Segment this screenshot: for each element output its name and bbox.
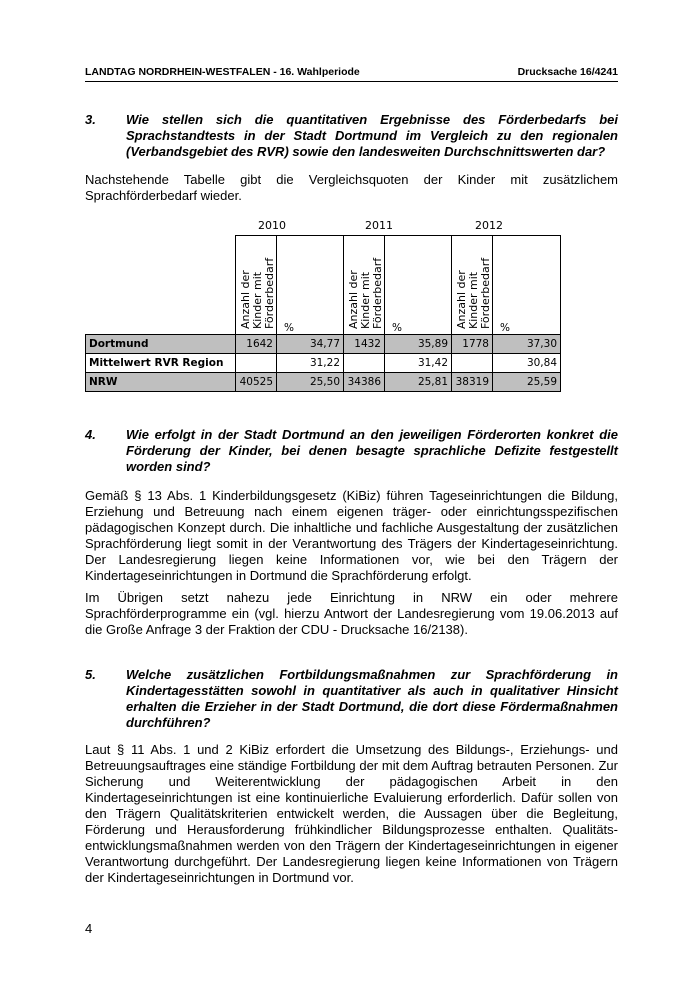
cell-percent-2010: 31,22 xyxy=(277,354,344,373)
comparison-table xyxy=(85,235,561,392)
cell-percent-2012: 30,84 xyxy=(493,354,561,373)
header-parliament: LANDTAG NORDRHEIN-WESTFALEN - 16. Wahlperiode xyxy=(85,66,360,78)
cell-percent-2012: 37,30 xyxy=(493,335,561,354)
header-percent-2012: % xyxy=(493,236,561,335)
header-count-2010-label: Anzahl der Kinder mit Förderbedarf xyxy=(239,257,276,329)
question-4-number: 4. xyxy=(85,427,96,442)
table-row-dortmund xyxy=(86,335,561,354)
header-percent-2010: % xyxy=(277,236,344,335)
cell-count-2010: 1642 xyxy=(236,335,277,354)
cell-percent-2011: 31,42 xyxy=(385,354,452,373)
question-4 xyxy=(85,427,618,475)
cell-count-2011 xyxy=(344,354,385,373)
table-row-nrw xyxy=(86,373,561,392)
table-header-row xyxy=(86,236,561,335)
cell-percent-2011: 35,89 xyxy=(385,335,452,354)
cell-count-2012: 38319 xyxy=(452,373,493,392)
answer-5-text: Laut § 11 Abs. 1 und 2 KiBiz erfordert die Umsetzung des Bildungs-, Erziehungs- und Betreuungsauftrages eine ständige Fortbildung der mit dem Auftrag betrauten Personen. Zur Sicherung und Weiterentwicklung der pädagogischen Arbeit in den Kindertageseinrichtungen ist eine kontinuierliche Evaluierung erforderlich. Dafür sollen von den Trägern Qualitätskriterien entwickelt werden, die Aussagen über die Begleitung, Förderung und Herausforderung frühkindlicher Bildungsprozesse enthalten. Qualitäts-entwicklungsmaßnahmen werden von den Trägern der Kindertageseinrichtungen in eigener Verantwortung durchgeführt. Der Landesregierung liegen keine Informationen von Trägern der Kindertageseinrichtungen in Dortmund vor. xyxy=(85,742,618,885)
page-header xyxy=(85,66,618,82)
row-label: Dortmund xyxy=(86,335,236,354)
header-document-number: Drucksache 16/4241 xyxy=(517,66,618,78)
question-5-text: Welche zusätzlichen Fortbildungsmaßnahmen zur Sprachförderung in Kindertagesstätten sowohl in quantitativer als auch in qualitativer Hinsicht erhalten die Erzieher in der Stadt Dortmund, die dort diese Fördermaßnahmen durchführen? xyxy=(126,667,618,730)
cell-percent-2011: 25,81 xyxy=(385,373,452,392)
question-5-number: 5. xyxy=(85,667,96,682)
year-label-2012: 2012 xyxy=(475,219,503,232)
header-empty-cell xyxy=(86,236,236,335)
cell-count-2012: 1778 xyxy=(452,335,493,354)
page-number: 4 xyxy=(85,921,93,936)
question-4-text: Wie erfolgt in der Stadt Dortmund an den jeweiligen Förderorten konkret die Förderung der Kinder, bei denen besagte sprachliche Defizite festgestellt worden sind? xyxy=(126,427,618,474)
row-label: NRW xyxy=(86,373,236,392)
header-count-2012 xyxy=(452,236,493,335)
header-count-2011 xyxy=(344,236,385,335)
question-3 xyxy=(85,112,618,160)
header-count-2011-label: Anzahl der Kinder mit Förderbedarf xyxy=(347,257,384,329)
cell-count-2011: 34386 xyxy=(344,373,385,392)
cell-count-2011: 1432 xyxy=(344,335,385,354)
row-label: Mittelwert RVR Region xyxy=(86,354,236,373)
answer-4-paragraph-2: Im Übrigen setzt nahezu jede Einrichtung in NRW ein oder mehrere Sprachförderprogramme ein (vgl. hierzu Antwort der Landesregierung vom 19.06.2013 auf die Große Anfrage 3 der Fraktion der CDU - Drucksache 16/2138). xyxy=(85,590,618,637)
header-count-2012-label: Anzahl der Kinder mit Förderbedarf xyxy=(455,257,492,329)
table-row-rvr xyxy=(86,354,561,373)
cell-count-2012 xyxy=(452,354,493,373)
cell-percent-2010: 25,50 xyxy=(277,373,344,392)
question-5 xyxy=(85,667,618,731)
answer-3-text: Nachstehende Tabelle gibt die Vergleichsquoten der Kinder mit zusätzlichem Sprachförderbedarf wieder. xyxy=(85,172,618,203)
cell-percent-2012: 25,59 xyxy=(493,373,561,392)
cell-percent-2010: 34,77 xyxy=(277,335,344,354)
question-3-number: 3. xyxy=(85,112,96,127)
year-label-2011: 2011 xyxy=(365,219,393,232)
question-3-text: Wie stellen sich die quantitativen Ergebnisse des Förderbedarfs bei Sprachstandtests in der Stadt Dortmund im Vergleich zu den regionalen (Verbandsgebiet des RVR) sowie den landesweiten Durchschnittswerten dar? xyxy=(126,112,618,159)
cell-count-2010: 40525 xyxy=(236,373,277,392)
cell-count-2010 xyxy=(236,354,277,373)
header-count-2010 xyxy=(236,236,277,335)
header-percent-2011: % xyxy=(385,236,452,335)
answer-4-paragraph-1: Gemäß § 13 Abs. 1 Kinderbildungsgesetz (KiBiz) führen Tageseinrichtungen die Bildung, Erziehung und Betreuung nach einem eigenen träger- oder einrichtungsspezifischen pädagogischen Konzept durch. Die inhaltliche und fachliche Ausgestaltung der zusätzlichen Sprachförderung liegt somit in der Verantwortung des Trägers der Kindertageseinrichtung. Der Landesregierung liegen keine Informationen vor, wie bei den Trägern der Kindertageseinrichtungen in Dortmund die Sprachförderung erfolgt. xyxy=(85,488,618,583)
year-label-2010: 2010 xyxy=(258,219,286,232)
